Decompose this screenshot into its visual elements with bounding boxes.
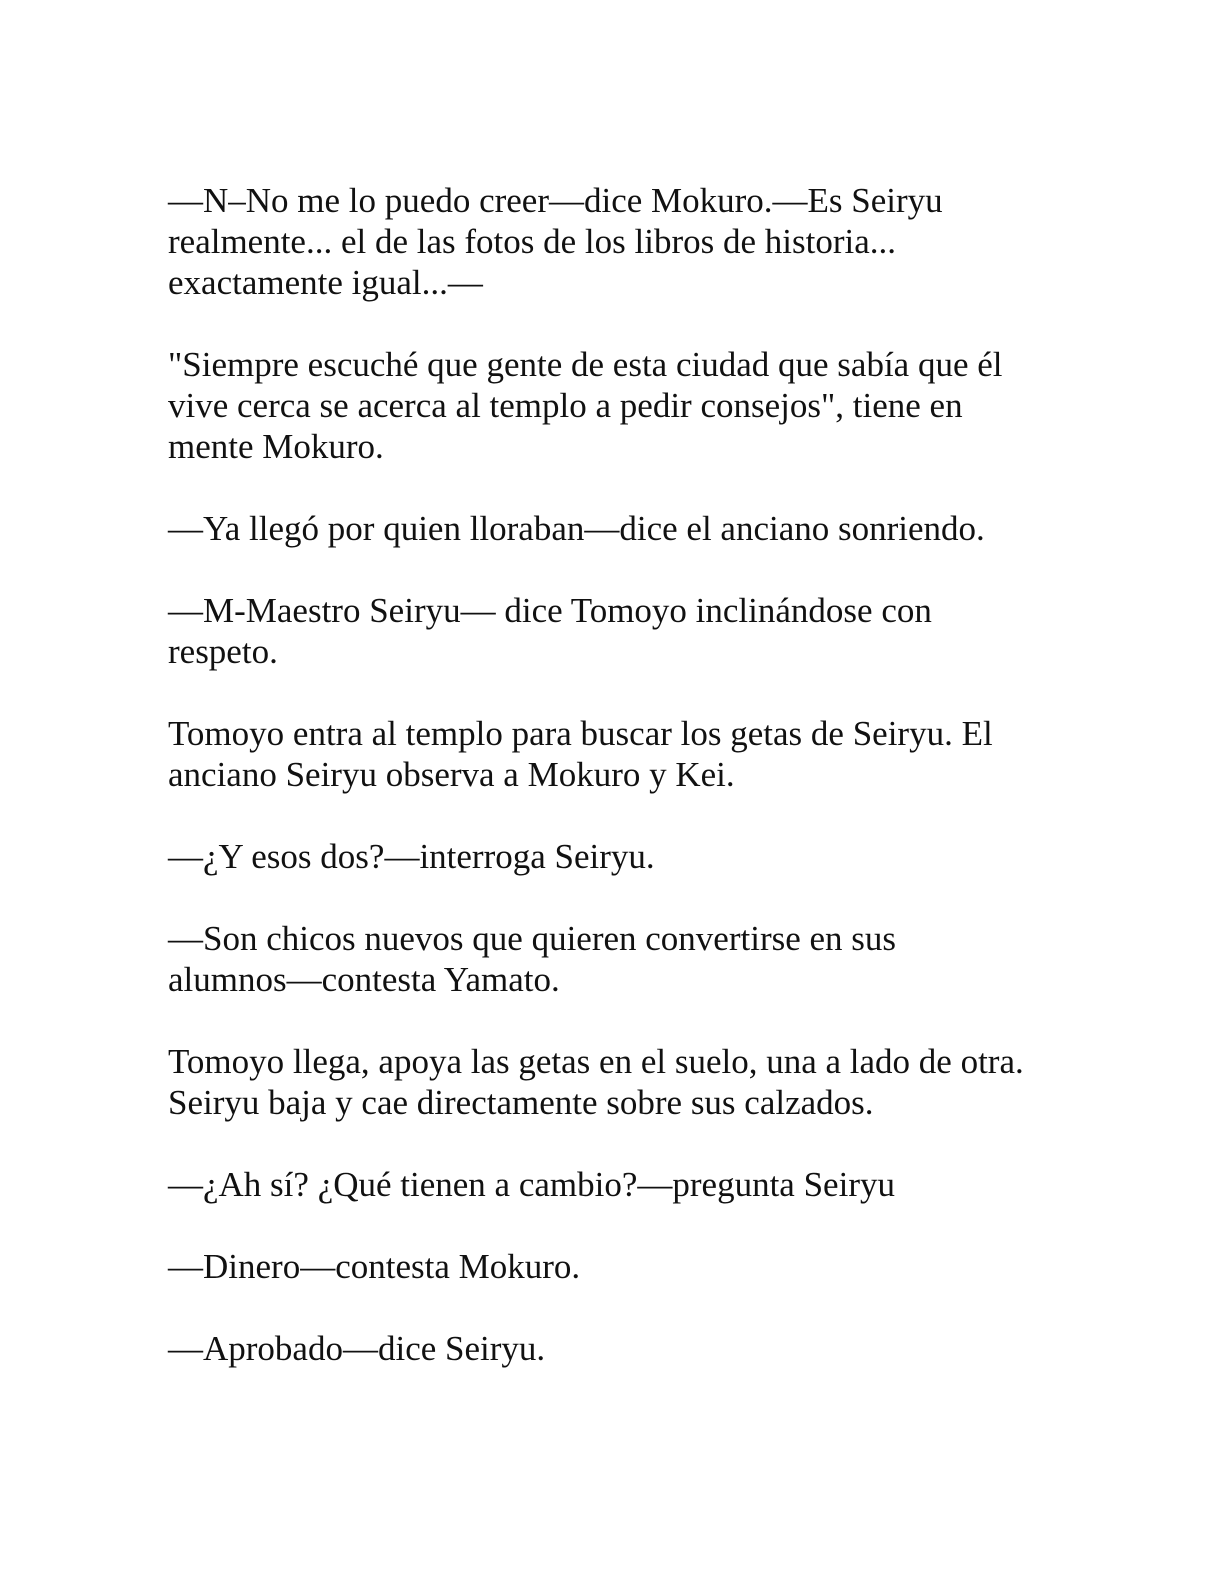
document-page [168, 180, 1068, 1410]
paragraph-5: Tomoyo entra al templo para buscar los getas de Seiryu. El anciano Seiryu observa a Mokuro y Kei. [168, 714, 993, 794]
paragraph-1: —N–No me lo puedo creer—dice Mokuro.—Es Seiryu realmente... el de las fotos de los libros de historia... exactamente igual...— [168, 181, 943, 302]
paragraph-7: —Son chicos nuevos que quieren convertirse en sus alumnos—contesta Yamato. [168, 919, 897, 999]
paragraph-10: —Dinero—contesta Mokuro. [168, 1247, 581, 1286]
paragraph-8: Tomoyo llega, apoya las getas en el suelo, una a lado de otra. Seiryu baja y cae directamente sobre sus calzados. [168, 1042, 1024, 1122]
paragraph-6: —¿Y esos dos?—interroga Seiryu. [168, 837, 655, 876]
paragraph-3: —Ya llegó por quien lloraban—dice el anciano sonriendo. [168, 509, 985, 548]
paragraph-11: —Aprobado—dice Seiryu. [168, 1329, 546, 1368]
paragraph-4: —M-Maestro Seiryu— dice Tomoyo inclinándose con respeto. [168, 591, 932, 671]
paragraph-9: —¿Ah sí? ¿Qué tienen a cambio?—pregunta Seiryu [168, 1165, 895, 1204]
paragraph-2: "Siempre escuché que gente de esta ciudad que sabía que él vive cerca se acerca al templo a pedir consejos", tiene en mente Mokuro. [168, 345, 1003, 466]
